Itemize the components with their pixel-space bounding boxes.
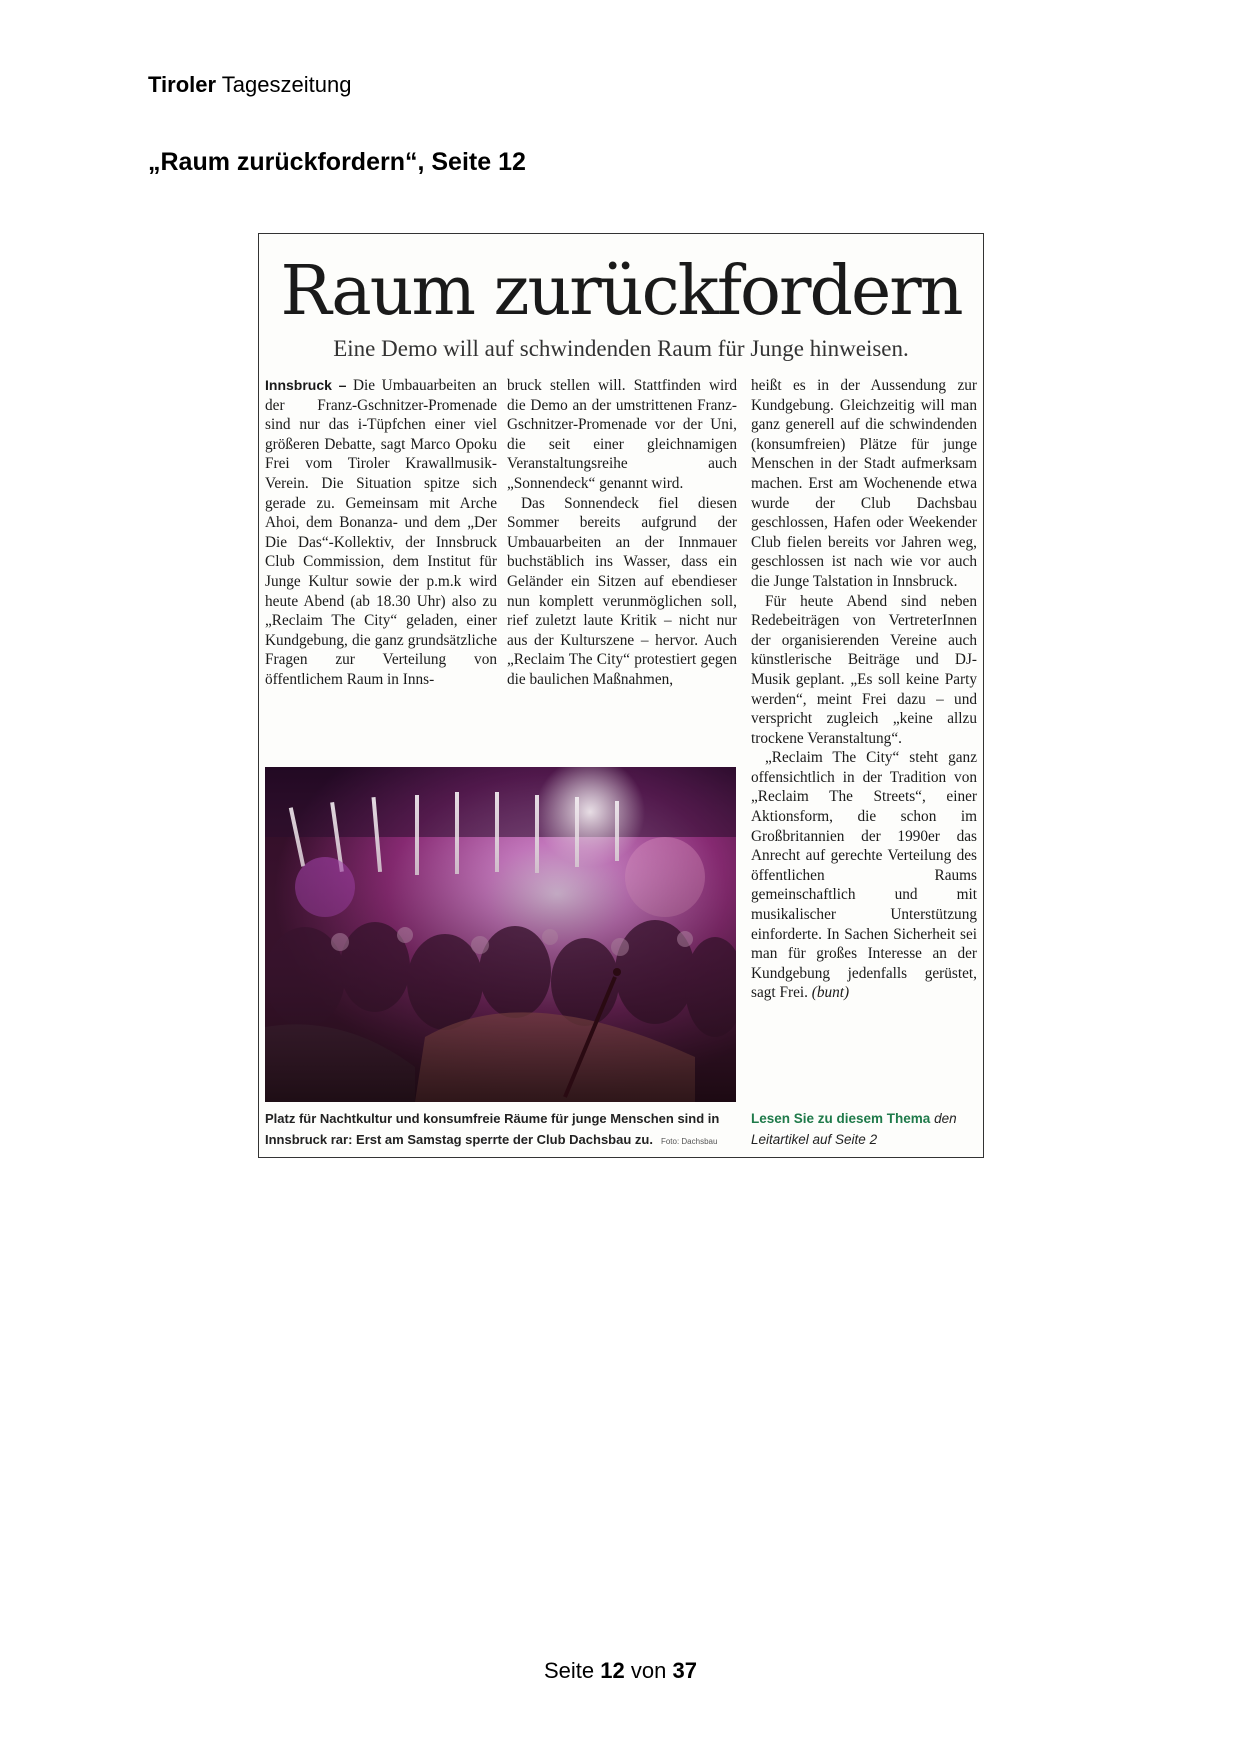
article-paragraph: [751, 748, 977, 1003]
article-subhead: Eine Demo will auf schwindenden Raum für Junge hinweisen.: [333, 336, 909, 361]
club-crowd-photo-graphic: [265, 767, 736, 1102]
article-reference: [751, 1108, 977, 1150]
reference-text: den Leitartikel auf Seite 2: [751, 1111, 957, 1147]
article-paragraph: Für heute Abend sind neben Redebeiträgen von VertreterInnen der organisierenden Vereine auch künstlerische Beiträge und DJ-Musik geplant. „Es soll keine Party werden“, meint Frei dazu – und verspricht zugleich „keine allzu trockene Veranstaltung“.: [751, 592, 977, 747]
article-paragraph: Das Sonnendeck fiel diesen Sommer bereits aufgrund der Umbauarbeiten an der Innmauer buchstäblich ins Wasser, dass ein Geländer ein Sitzen auf ebendieser nun komplett verunmöglichen soll, rief zuletzt laute Kritik – nicht nur aus der Kulturszene – hervor. Auch „Reclaim The City“ protestiert gegen die baulichen Maßnahmen,: [507, 494, 737, 688]
paragraph-text: Die Umbauarbeiten an der Franz-Gschnitzer-Promenade sind nur das i-Tüpfchen einer viel größeren Debatte, sagt Marco Opoku Frei vom Tiroler Krawallmusik-Verein. Die Situation spitze sich gerade zu. Gemeinsam mit Arche Ahoi, dem Bonanza- und dem „Der Die Das“-Kollektiv, der Innsbruck Club Commission, dem Institut für Junge Kultur sowie der p.m.k wird heute Abend (ab 18.30 Uhr) also zu „Reclaim The City“ geladen, einer Kundgebung, die ganz grundsätzliche Fragen zur Verteilung von öffentlichem Raum in Inns-: [265, 377, 497, 688]
footer-page-total: 37: [672, 1658, 697, 1683]
document-title: „Raum zurückfordern“, Seite 12: [148, 148, 526, 176]
brand-regular: Tageszeitung: [221, 72, 352, 97]
footer-page-number: 12: [600, 1658, 625, 1683]
article-column-3: [751, 376, 977, 1003]
article-paragraph: [265, 376, 497, 690]
article-paragraph: bruck stellen will. Stattfinden wird die Demo an der umstrittenen Franz-Gschnitzer-Promenade vor der Uni, die seit einer gleichnamigen Veranstaltungsreihe auch „Sonnendeck“ genannt wird.: [507, 377, 737, 492]
club-crowd-photo: [265, 767, 736, 1102]
document-header: [148, 72, 351, 98]
footer-middle: von: [630, 1658, 667, 1683]
article-headline: Raum zurückfordern: [280, 252, 962, 331]
article-paragraph: heißt es in der Aussendung zur Kundgebung. Gleichzeitig will man ganz generell auf die schwindenden (konsumfreien) Plätze für junge Menschen in der Stadt aufmerksam machen. Erst am Wochenende etwa wurde der Club Dachsbau geschlossen, Hafen oder Weekender Club fielen bereits vor Jahren weg, geschlossen ist nach wie vor auch die Junge Talstation in Innsbruck.: [751, 377, 977, 590]
author-initials: (bunt): [811, 984, 850, 1002]
photo-credit: Foto: Dachsbau: [660, 1137, 718, 1146]
dateline: Innsbruck –: [265, 377, 347, 393]
paragraph-text: „Reclaim The City“ steht ganz offensichtlich in der Tradition von „Reclaim The Streets“, einer Aktionsform, die schon im Großbritannien der 1990er das Anrecht auf gerechte Verteilung des öffentlichen Raums gemeinschaftlich und mit musikalischer Unterstützung einforderte. In Sachen Sicherheit sei man für großes Interesse an der Kundgebung jedenfalls gerüstet, sagt Frei.: [751, 749, 977, 1002]
article-column-1: [265, 376, 497, 690]
reference-highlight: Lesen Sie zu diesem Thema: [751, 1111, 931, 1126]
photo-caption: [265, 1108, 737, 1152]
footer-prefix: Seite: [544, 1658, 595, 1683]
caption-text: Platz für Nachtkultur und konsumfreie Räume für junge Menschen sind in Innsbruck rar: Erst am Samstag sperrte der Club Dachsbau zu.: [265, 1111, 720, 1147]
newspaper-clipping: [258, 233, 984, 1158]
brand-bold: Tiroler: [148, 72, 217, 97]
page-footer: [0, 1658, 1241, 1684]
article-column-2: [507, 376, 737, 690]
